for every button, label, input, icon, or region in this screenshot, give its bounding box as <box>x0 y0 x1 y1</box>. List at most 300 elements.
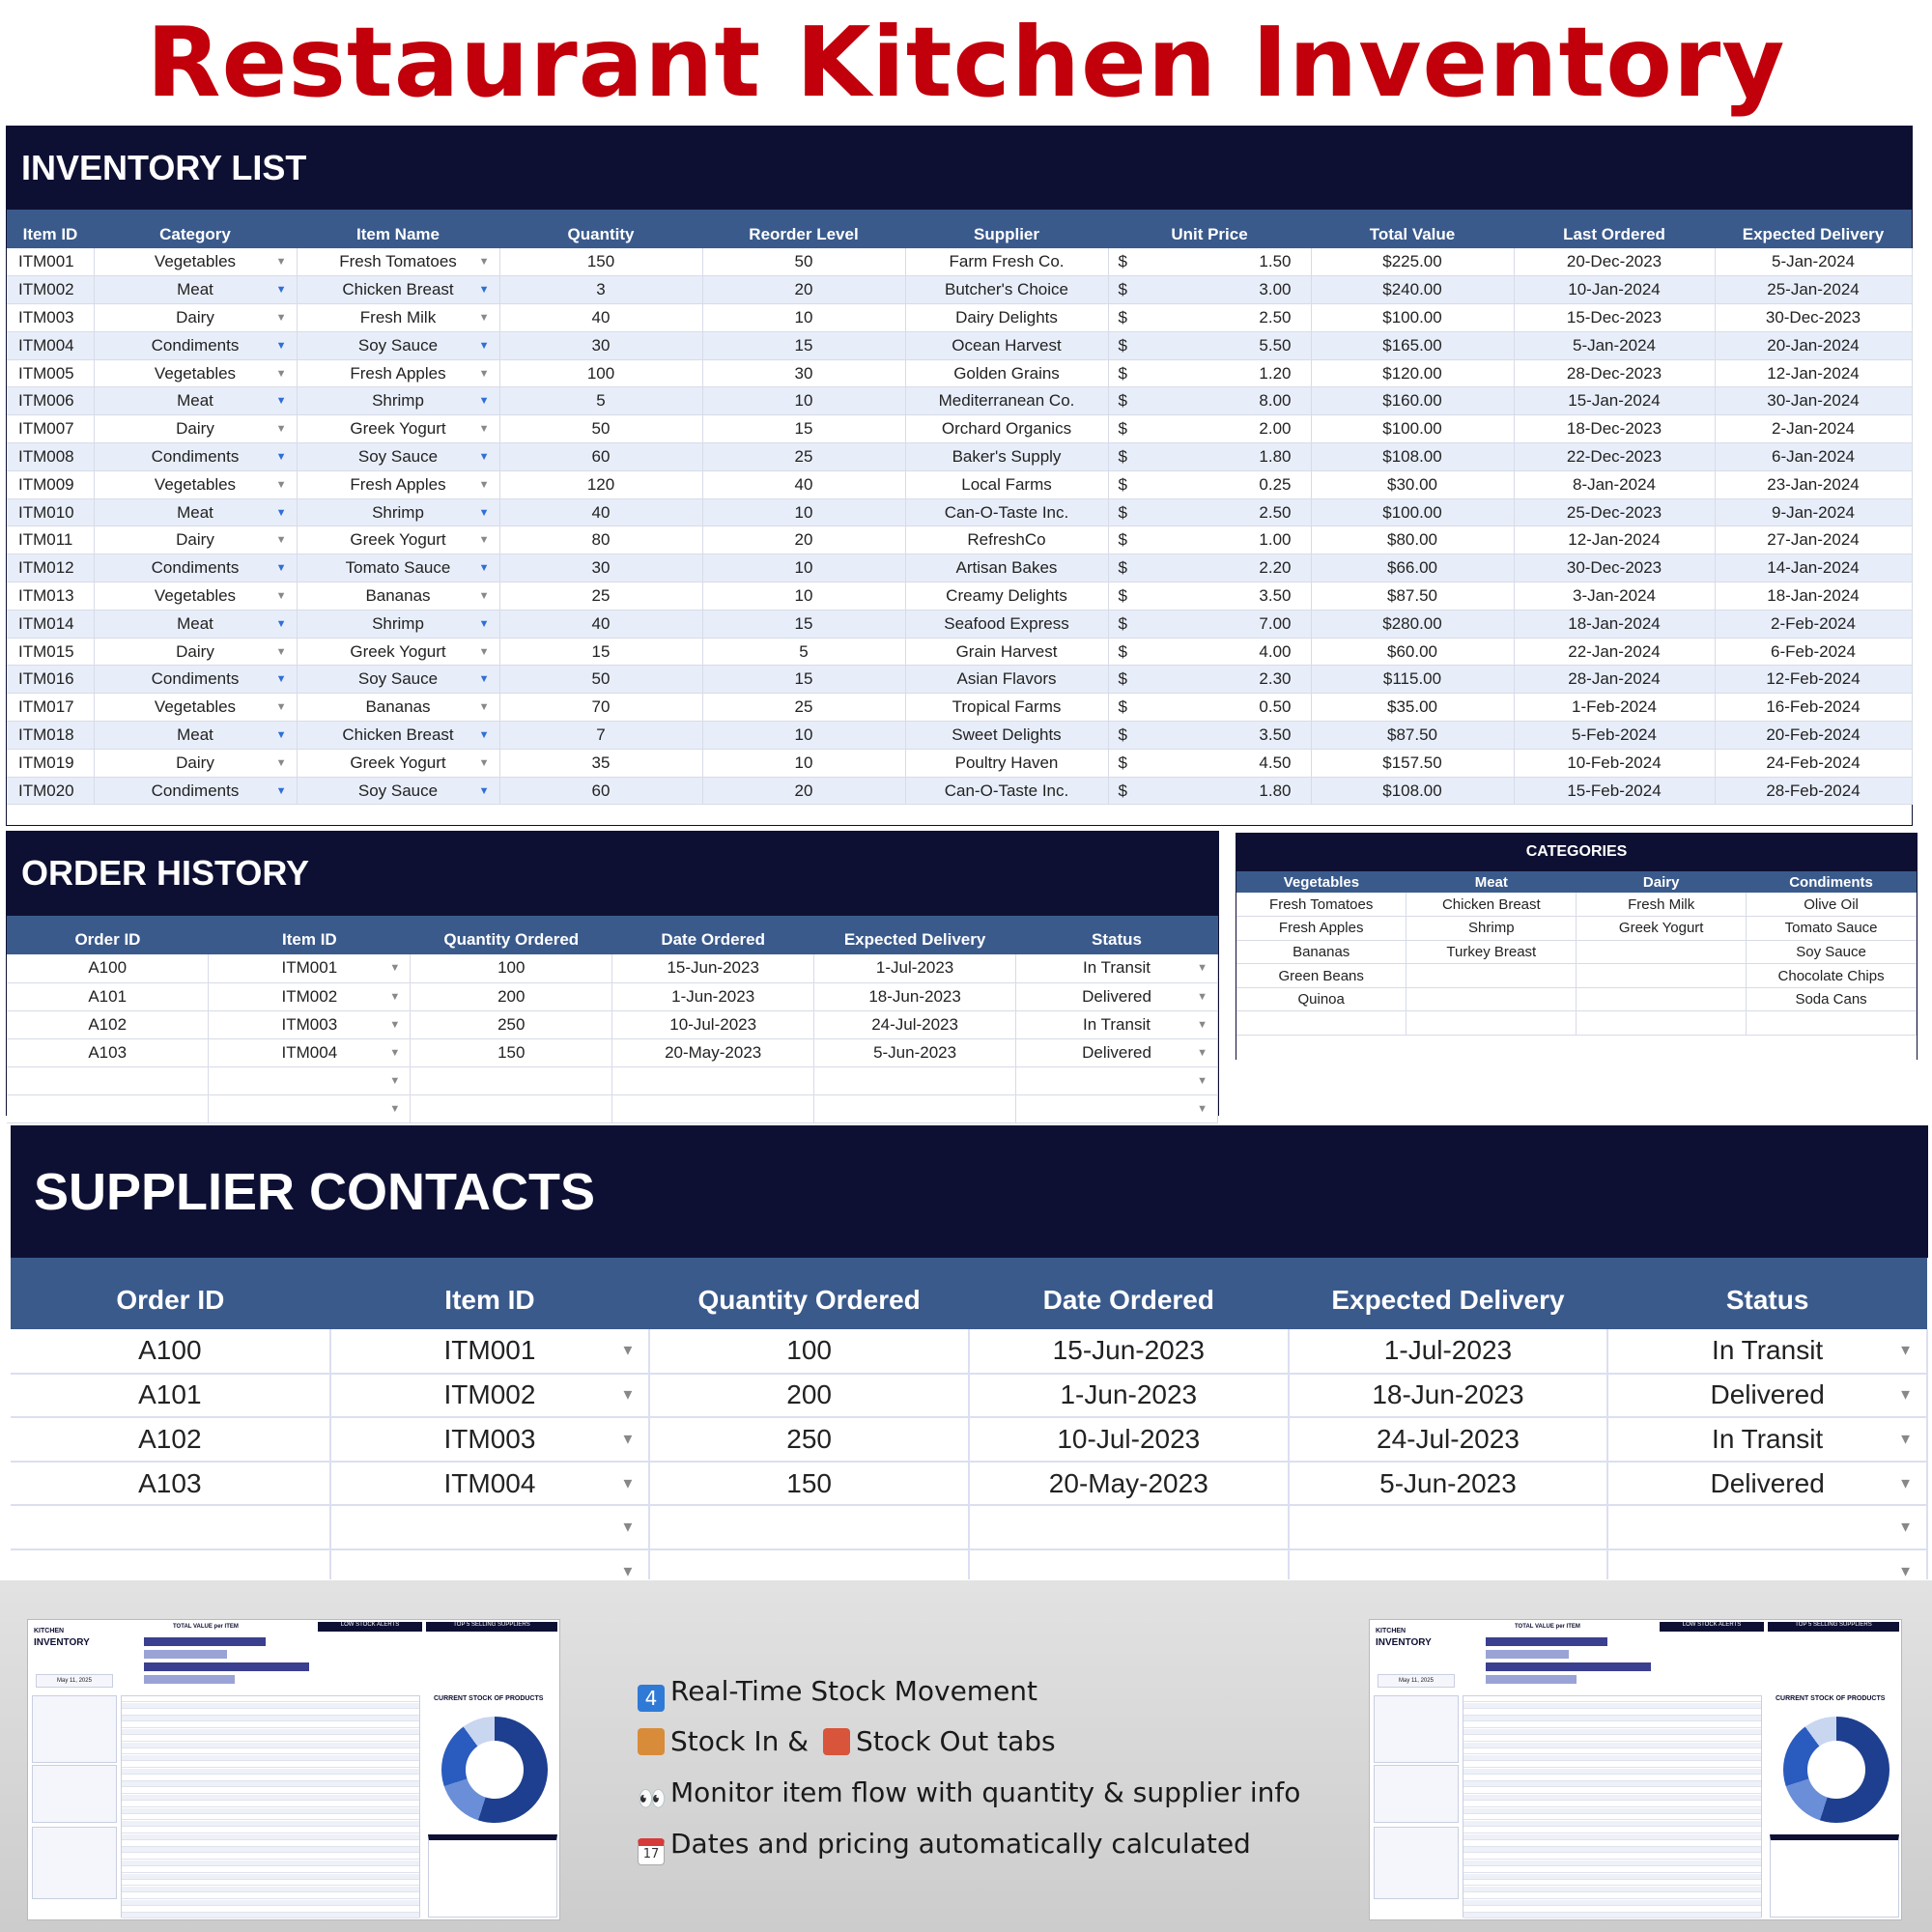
item-name-dropdown[interactable] <box>297 722 499 750</box>
table-cell[interactable] <box>11 1505 330 1549</box>
table-cell[interactable]: Orchard Organics <box>905 415 1108 443</box>
table-cell[interactable]: 24-Jul-2023 <box>1289 1417 1608 1462</box>
table-cell[interactable]: 22-Jan-2024 <box>1514 638 1715 666</box>
table-cell[interactable]: 15-Dec-2023 <box>1514 304 1715 332</box>
table-cell[interactable]: 15-Jun-2023 <box>969 1329 1289 1374</box>
table-cell[interactable]: 10 <box>702 498 905 526</box>
table-cell[interactable]: 60 <box>499 777 702 805</box>
status-dropdown[interactable] <box>1607 1505 1927 1549</box>
table-cell[interactable] <box>612 1094 814 1122</box>
table-cell[interactable]: A101 <box>7 982 209 1010</box>
table-cell[interactable]: 50 <box>499 415 702 443</box>
table-cell[interactable] <box>814 1066 1016 1094</box>
category-dropdown[interactable] <box>94 610 297 638</box>
table-cell[interactable]: 40 <box>499 304 702 332</box>
item-name-dropdown[interactable] <box>297 498 499 526</box>
table-cell[interactable]: 12-Jan-2024 <box>1514 526 1715 554</box>
item-name-dropdown[interactable] <box>297 638 499 666</box>
item-id-dropdown[interactable] <box>209 1010 411 1038</box>
supplier-contacts-col-status[interactable]: Status <box>1607 1258 1927 1329</box>
table-cell[interactable]: Soda Cans <box>1747 987 1917 1011</box>
table-cell[interactable]: Fresh Tomatoes <box>1236 893 1406 917</box>
category-dropdown[interactable] <box>94 722 297 750</box>
table-cell[interactable]: 20-Dec-2023 <box>1514 248 1715 276</box>
category-dropdown[interactable] <box>94 498 297 526</box>
unit-price-cell[interactable] <box>1108 722 1311 750</box>
table-cell[interactable] <box>1406 964 1577 988</box>
table-cell[interactable]: 150 <box>649 1462 969 1506</box>
table-cell[interactable] <box>1406 1011 1577 1036</box>
table-cell[interactable] <box>1577 964 1747 988</box>
table-cell[interactable]: Bananas <box>1236 940 1406 964</box>
item-name-dropdown[interactable] <box>297 387 499 415</box>
table-cell[interactable]: $120.00 <box>1311 359 1514 387</box>
table-cell[interactable] <box>649 1549 969 1579</box>
status-dropdown[interactable] <box>1607 1462 1927 1506</box>
table-cell[interactable]: 10 <box>702 582 905 611</box>
unit-price-cell[interactable] <box>1108 443 1311 471</box>
table-cell[interactable]: 5-Feb-2024 <box>1514 722 1715 750</box>
table-cell[interactable]: $60.00 <box>1311 638 1514 666</box>
table-cell[interactable]: 10 <box>702 387 905 415</box>
item-id-dropdown[interactable] <box>330 1462 650 1506</box>
table-cell[interactable]: ITM004 <box>7 331 94 359</box>
unit-price-cell[interactable] <box>1108 470 1311 498</box>
table-cell[interactable]: 30-Dec-2023 <box>1514 554 1715 582</box>
table-cell[interactable]: 12-Feb-2024 <box>1715 666 1912 694</box>
table-cell[interactable] <box>1236 1011 1406 1036</box>
inventory-col-quantity[interactable]: Quantity <box>499 210 702 248</box>
table-cell[interactable]: A102 <box>7 1010 209 1038</box>
table-cell[interactable]: Fresh Milk <box>1577 893 1747 917</box>
item-id-dropdown[interactable] <box>330 1417 650 1462</box>
table-cell[interactable]: ITM013 <box>7 582 94 611</box>
supplier-contacts-col-date-ordered[interactable]: Date Ordered <box>969 1258 1289 1329</box>
table-cell[interactable]: ITM011 <box>7 526 94 554</box>
table-cell[interactable]: $240.00 <box>1311 276 1514 304</box>
table-cell[interactable]: $100.00 <box>1311 415 1514 443</box>
category-dropdown[interactable] <box>94 526 297 554</box>
table-cell[interactable]: 5-Jun-2023 <box>814 1038 1016 1066</box>
table-cell[interactable]: 23-Jan-2024 <box>1715 470 1912 498</box>
table-cell[interactable]: 15 <box>702 610 905 638</box>
table-cell[interactable]: Chocolate Chips <box>1747 964 1917 988</box>
table-cell[interactable]: 40 <box>702 470 905 498</box>
item-name-dropdown[interactable] <box>297 470 499 498</box>
supplier-contacts-col-item-id[interactable]: Item ID <box>330 1258 650 1329</box>
table-cell[interactable]: 18-Jan-2024 <box>1514 610 1715 638</box>
category-dropdown[interactable] <box>94 387 297 415</box>
table-cell[interactable] <box>1289 1549 1608 1579</box>
table-cell[interactable]: Greek Yogurt <box>1577 917 1747 941</box>
table-cell[interactable]: 120 <box>499 470 702 498</box>
item-name-dropdown[interactable] <box>297 610 499 638</box>
item-id-dropdown[interactable] <box>209 1038 411 1066</box>
table-cell[interactable]: 25 <box>499 582 702 611</box>
status-dropdown[interactable] <box>1607 1329 1927 1374</box>
table-cell[interactable]: Shrimp <box>1406 917 1577 941</box>
table-cell[interactable]: 60 <box>499 443 702 471</box>
categories-col-meat[interactable]: Meat <box>1406 871 1577 893</box>
inventory-col-reorder-level[interactable]: Reorder Level <box>702 210 905 248</box>
order-history-col-date-ordered[interactable]: Date Ordered <box>612 916 814 954</box>
table-cell[interactable]: ITM017 <box>7 694 94 722</box>
table-cell[interactable]: Olive Oil <box>1747 893 1917 917</box>
table-cell[interactable]: 5-Jun-2023 <box>1289 1462 1608 1506</box>
order-history-col-quantity-ordered[interactable]: Quantity Ordered <box>411 916 612 954</box>
table-cell[interactable]: 20-Feb-2024 <box>1715 722 1912 750</box>
table-cell[interactable]: 10 <box>702 554 905 582</box>
table-cell[interactable]: 1-Jun-2023 <box>612 982 814 1010</box>
item-id-dropdown[interactable] <box>209 1094 411 1122</box>
inventory-col-category[interactable]: Category <box>94 210 297 248</box>
inventory-col-unit-price[interactable]: Unit Price <box>1108 210 1311 248</box>
table-cell[interactable]: Local Farms <box>905 470 1108 498</box>
table-cell[interactable]: $30.00 <box>1311 470 1514 498</box>
supplier-contacts-col-order-id[interactable]: Order ID <box>11 1258 330 1329</box>
table-cell[interactable]: 250 <box>649 1417 969 1462</box>
unit-price-cell[interactable] <box>1108 248 1311 276</box>
table-cell[interactable]: 28-Feb-2024 <box>1715 777 1912 805</box>
unit-price-cell[interactable] <box>1108 638 1311 666</box>
unit-price-cell[interactable] <box>1108 749 1311 777</box>
table-cell[interactable]: Quinoa <box>1236 987 1406 1011</box>
inventory-col-item-name[interactable]: Item Name <box>297 210 499 248</box>
table-cell[interactable]: 100 <box>499 359 702 387</box>
table-cell[interactable]: 100 <box>649 1329 969 1374</box>
category-dropdown[interactable] <box>94 415 297 443</box>
item-id-dropdown[interactable] <box>330 1374 650 1418</box>
table-cell[interactable]: 10-Feb-2024 <box>1514 749 1715 777</box>
category-dropdown[interactable] <box>94 777 297 805</box>
table-cell[interactable]: Mediterranean Co. <box>905 387 1108 415</box>
table-cell[interactable]: $157.50 <box>1311 749 1514 777</box>
table-cell[interactable]: 12-Jan-2024 <box>1715 359 1912 387</box>
unit-price-cell[interactable] <box>1108 666 1311 694</box>
item-id-dropdown[interactable] <box>209 954 411 982</box>
table-cell[interactable]: 35 <box>499 749 702 777</box>
table-cell[interactable]: Can-O-Taste Inc. <box>905 777 1108 805</box>
table-cell[interactable]: ITM006 <box>7 387 94 415</box>
table-cell[interactable] <box>969 1549 1289 1579</box>
table-cell[interactable]: 20 <box>702 526 905 554</box>
table-cell[interactable]: 30-Dec-2023 <box>1715 304 1912 332</box>
table-cell[interactable]: 2-Jan-2024 <box>1715 415 1912 443</box>
table-cell[interactable] <box>649 1505 969 1549</box>
item-id-dropdown[interactable] <box>209 982 411 1010</box>
inventory-col-supplier[interactable]: Supplier <box>905 210 1108 248</box>
table-cell[interactable]: 3 <box>499 276 702 304</box>
table-cell[interactable]: Dairy Delights <box>905 304 1108 332</box>
table-cell[interactable]: $108.00 <box>1311 777 1514 805</box>
table-cell[interactable]: Baker's Supply <box>905 443 1108 471</box>
inventory-col-item-id[interactable]: Item ID <box>7 210 94 248</box>
table-cell[interactable]: ITM018 <box>7 722 94 750</box>
table-cell[interactable]: 1-Jul-2023 <box>1289 1329 1608 1374</box>
category-dropdown[interactable] <box>94 582 297 611</box>
table-cell[interactable]: 200 <box>411 982 612 1010</box>
table-cell[interactable]: 5-Jan-2024 <box>1715 248 1912 276</box>
table-cell[interactable]: 5 <box>499 387 702 415</box>
table-cell[interactable]: $160.00 <box>1311 387 1514 415</box>
table-cell[interactable]: A103 <box>11 1462 330 1506</box>
table-cell[interactable]: RefreshCo <box>905 526 1108 554</box>
table-cell[interactable]: 25 <box>702 443 905 471</box>
table-cell[interactable]: 1-Jun-2023 <box>969 1374 1289 1418</box>
status-dropdown[interactable] <box>1016 954 1218 982</box>
item-name-dropdown[interactable] <box>297 777 499 805</box>
status-dropdown[interactable] <box>1607 1374 1927 1418</box>
table-cell[interactable]: 24-Feb-2024 <box>1715 749 1912 777</box>
item-name-dropdown[interactable] <box>297 331 499 359</box>
table-cell[interactable]: 15-Jan-2024 <box>1514 387 1715 415</box>
order-history-col-item-id[interactable]: Item ID <box>209 916 411 954</box>
unit-price-cell[interactable] <box>1108 694 1311 722</box>
table-cell[interactable]: 20-Jan-2024 <box>1715 331 1912 359</box>
categories-col-dairy[interactable]: Dairy <box>1577 871 1747 893</box>
table-cell[interactable]: Creamy Delights <box>905 582 1108 611</box>
table-cell[interactable]: A102 <box>11 1417 330 1462</box>
unit-price-cell[interactable] <box>1108 331 1311 359</box>
table-cell[interactable]: 150 <box>411 1038 612 1066</box>
table-cell[interactable]: 24-Jul-2023 <box>814 1010 1016 1038</box>
table-cell[interactable]: $108.00 <box>1311 443 1514 471</box>
item-name-dropdown[interactable] <box>297 304 499 332</box>
item-name-dropdown[interactable] <box>297 443 499 471</box>
category-dropdown[interactable] <box>94 304 297 332</box>
unit-price-cell[interactable] <box>1108 777 1311 805</box>
table-cell[interactable]: 15-Jun-2023 <box>612 954 814 982</box>
table-cell[interactable]: 14-Jan-2024 <box>1715 554 1912 582</box>
table-cell[interactable]: 100 <box>411 954 612 982</box>
categories-col-vegetables[interactable]: Vegetables <box>1236 871 1406 893</box>
table-cell[interactable]: 30 <box>499 554 702 582</box>
order-history-col-status[interactable]: Status <box>1016 916 1218 954</box>
category-dropdown[interactable] <box>94 694 297 722</box>
table-cell[interactable]: $100.00 <box>1311 304 1514 332</box>
table-cell[interactable] <box>1747 1011 1917 1036</box>
table-cell[interactable]: 6-Jan-2024 <box>1715 443 1912 471</box>
table-cell[interactable]: 20-May-2023 <box>969 1462 1289 1506</box>
table-cell[interactable]: 5 <box>702 638 905 666</box>
item-name-dropdown[interactable] <box>297 276 499 304</box>
table-cell[interactable]: 30 <box>499 331 702 359</box>
table-cell[interactable]: 18-Dec-2023 <box>1514 415 1715 443</box>
item-id-dropdown[interactable] <box>330 1329 650 1374</box>
table-cell[interactable]: 15 <box>702 666 905 694</box>
table-cell[interactable]: 10-Jul-2023 <box>612 1010 814 1038</box>
table-cell[interactable]: Grain Harvest <box>905 638 1108 666</box>
item-id-dropdown[interactable] <box>330 1549 650 1579</box>
table-cell[interactable]: 50 <box>499 666 702 694</box>
table-cell[interactable]: $280.00 <box>1311 610 1514 638</box>
table-cell[interactable]: 18-Jun-2023 <box>1289 1374 1608 1418</box>
unit-price-cell[interactable] <box>1108 610 1311 638</box>
item-id-dropdown[interactable] <box>330 1505 650 1549</box>
table-cell[interactable]: 1-Feb-2024 <box>1514 694 1715 722</box>
table-cell[interactable]: 1-Jul-2023 <box>814 954 1016 982</box>
table-cell[interactable]: ITM014 <box>7 610 94 638</box>
table-cell[interactable]: ITM005 <box>7 359 94 387</box>
unit-price-cell[interactable] <box>1108 359 1311 387</box>
table-cell[interactable]: 40 <box>499 498 702 526</box>
table-cell[interactable]: Sweet Delights <box>905 722 1108 750</box>
table-cell[interactable]: 50 <box>702 248 905 276</box>
table-cell[interactable]: Asian Flavors <box>905 666 1108 694</box>
table-cell[interactable]: $100.00 <box>1311 498 1514 526</box>
table-cell[interactable]: $225.00 <box>1311 248 1514 276</box>
unit-price-cell[interactable] <box>1108 415 1311 443</box>
item-name-dropdown[interactable] <box>297 554 499 582</box>
table-cell[interactable]: ITM015 <box>7 638 94 666</box>
table-cell[interactable]: 7 <box>499 722 702 750</box>
table-cell[interactable]: 10-Jan-2024 <box>1514 276 1715 304</box>
item-name-dropdown[interactable] <box>297 415 499 443</box>
status-dropdown[interactable] <box>1016 1066 1218 1094</box>
table-cell[interactable]: A101 <box>11 1374 330 1418</box>
item-id-dropdown[interactable] <box>209 1066 411 1094</box>
table-cell[interactable] <box>7 1094 209 1122</box>
table-cell[interactable]: Artisan Bakes <box>905 554 1108 582</box>
table-cell[interactable]: 20 <box>702 777 905 805</box>
inventory-col-total-value[interactable]: Total Value <box>1311 210 1514 248</box>
order-history-col-order-id[interactable]: Order ID <box>7 916 209 954</box>
table-cell[interactable]: $35.00 <box>1311 694 1514 722</box>
status-dropdown[interactable] <box>1016 1010 1218 1038</box>
table-cell[interactable]: Poultry Haven <box>905 749 1108 777</box>
item-name-dropdown[interactable] <box>297 666 499 694</box>
table-cell[interactable]: 27-Jan-2024 <box>1715 526 1912 554</box>
table-cell[interactable]: 3-Jan-2024 <box>1514 582 1715 611</box>
table-cell[interactable]: ITM002 <box>7 276 94 304</box>
table-cell[interactable]: 10-Jul-2023 <box>969 1417 1289 1462</box>
inventory-col-expected-delivery[interactable]: Expected Delivery <box>1715 210 1912 248</box>
table-cell[interactable]: 18-Jan-2024 <box>1715 582 1912 611</box>
table-cell[interactable]: ITM010 <box>7 498 94 526</box>
table-cell[interactable]: 16-Feb-2024 <box>1715 694 1912 722</box>
category-dropdown[interactable] <box>94 638 297 666</box>
status-dropdown[interactable] <box>1016 982 1218 1010</box>
status-dropdown[interactable] <box>1607 1417 1927 1462</box>
table-cell[interactable]: 15 <box>499 638 702 666</box>
table-cell[interactable]: 10 <box>702 304 905 332</box>
category-dropdown[interactable] <box>94 359 297 387</box>
unit-price-cell[interactable] <box>1108 304 1311 332</box>
item-name-dropdown[interactable] <box>297 248 499 276</box>
table-cell[interactable]: Green Beans <box>1236 964 1406 988</box>
table-cell[interactable] <box>411 1066 612 1094</box>
table-cell[interactable]: $165.00 <box>1311 331 1514 359</box>
unit-price-cell[interactable] <box>1108 498 1311 526</box>
table-cell[interactable]: 22-Dec-2023 <box>1514 443 1715 471</box>
table-cell[interactable] <box>411 1094 612 1122</box>
table-cell[interactable]: ITM007 <box>7 415 94 443</box>
table-cell[interactable]: 5-Jan-2024 <box>1514 331 1715 359</box>
table-cell[interactable]: $66.00 <box>1311 554 1514 582</box>
table-cell[interactable] <box>7 1066 209 1094</box>
table-cell[interactable]: $115.00 <box>1311 666 1514 694</box>
supplier-contacts-col-quantity-ordered[interactable]: Quantity Ordered <box>649 1258 969 1329</box>
table-cell[interactable]: $87.50 <box>1311 582 1514 611</box>
table-cell[interactable]: Chicken Breast <box>1406 893 1577 917</box>
table-cell[interactable]: 28-Dec-2023 <box>1514 359 1715 387</box>
table-cell[interactable]: ITM020 <box>7 777 94 805</box>
table-cell[interactable]: 25-Jan-2024 <box>1715 276 1912 304</box>
table-cell[interactable]: 6-Feb-2024 <box>1715 638 1912 666</box>
table-cell[interactable]: $87.50 <box>1311 722 1514 750</box>
table-cell[interactable]: 80 <box>499 526 702 554</box>
unit-price-cell[interactable] <box>1108 276 1311 304</box>
table-cell[interactable]: 8-Jan-2024 <box>1514 470 1715 498</box>
table-cell[interactable]: Ocean Harvest <box>905 331 1108 359</box>
table-cell[interactable]: Tropical Farms <box>905 694 1108 722</box>
table-cell[interactable]: $80.00 <box>1311 526 1514 554</box>
table-cell[interactable] <box>1577 987 1747 1011</box>
category-dropdown[interactable] <box>94 666 297 694</box>
table-cell[interactable]: ITM019 <box>7 749 94 777</box>
table-cell[interactable]: 30-Jan-2024 <box>1715 387 1912 415</box>
table-cell[interactable]: Farm Fresh Co. <box>905 248 1108 276</box>
unit-price-cell[interactable] <box>1108 387 1311 415</box>
table-cell[interactable]: 20-May-2023 <box>612 1038 814 1066</box>
table-cell[interactable]: Seafood Express <box>905 610 1108 638</box>
table-cell[interactable]: 25 <box>702 694 905 722</box>
table-cell[interactable]: Can-O-Taste Inc. <box>905 498 1108 526</box>
table-cell[interactable]: 40 <box>499 610 702 638</box>
status-dropdown[interactable] <box>1016 1038 1218 1066</box>
status-dropdown[interactable] <box>1016 1094 1218 1122</box>
table-cell[interactable] <box>1289 1505 1608 1549</box>
table-cell[interactable]: 150 <box>499 248 702 276</box>
status-dropdown[interactable] <box>1607 1549 1927 1579</box>
item-name-dropdown[interactable] <box>297 359 499 387</box>
table-cell[interactable] <box>1577 1011 1747 1036</box>
unit-price-cell[interactable] <box>1108 554 1311 582</box>
table-cell[interactable]: 28-Jan-2024 <box>1514 666 1715 694</box>
category-dropdown[interactable] <box>94 470 297 498</box>
unit-price-cell[interactable] <box>1108 582 1311 611</box>
table-cell[interactable]: Fresh Apples <box>1236 917 1406 941</box>
table-cell[interactable]: 18-Jun-2023 <box>814 982 1016 1010</box>
table-cell[interactable] <box>814 1094 1016 1122</box>
table-cell[interactable]: 250 <box>411 1010 612 1038</box>
table-cell[interactable]: Golden Grains <box>905 359 1108 387</box>
item-name-dropdown[interactable] <box>297 694 499 722</box>
table-cell[interactable]: 15 <box>702 415 905 443</box>
table-cell[interactable]: ITM009 <box>7 470 94 498</box>
table-cell[interactable]: ITM003 <box>7 304 94 332</box>
table-cell[interactable]: 70 <box>499 694 702 722</box>
table-cell[interactable] <box>1577 940 1747 964</box>
order-history-col-expected-delivery[interactable]: Expected Delivery <box>814 916 1016 954</box>
table-cell[interactable]: A103 <box>7 1038 209 1066</box>
table-cell[interactable] <box>11 1549 330 1579</box>
table-cell[interactable]: 15 <box>702 331 905 359</box>
table-cell[interactable]: 30 <box>702 359 905 387</box>
table-cell[interactable]: A100 <box>7 954 209 982</box>
table-cell[interactable]: 10 <box>702 749 905 777</box>
table-cell[interactable]: Turkey Breast <box>1406 940 1577 964</box>
item-name-dropdown[interactable] <box>297 582 499 611</box>
table-cell[interactable]: 25-Dec-2023 <box>1514 498 1715 526</box>
category-dropdown[interactable] <box>94 443 297 471</box>
unit-price-cell[interactable] <box>1108 526 1311 554</box>
category-dropdown[interactable] <box>94 749 297 777</box>
table-cell[interactable]: Butcher's Choice <box>905 276 1108 304</box>
table-cell[interactable]: 2-Feb-2024 <box>1715 610 1912 638</box>
supplier-contacts-col-expected-delivery[interactable]: Expected Delivery <box>1289 1258 1608 1329</box>
table-cell[interactable]: 200 <box>649 1374 969 1418</box>
